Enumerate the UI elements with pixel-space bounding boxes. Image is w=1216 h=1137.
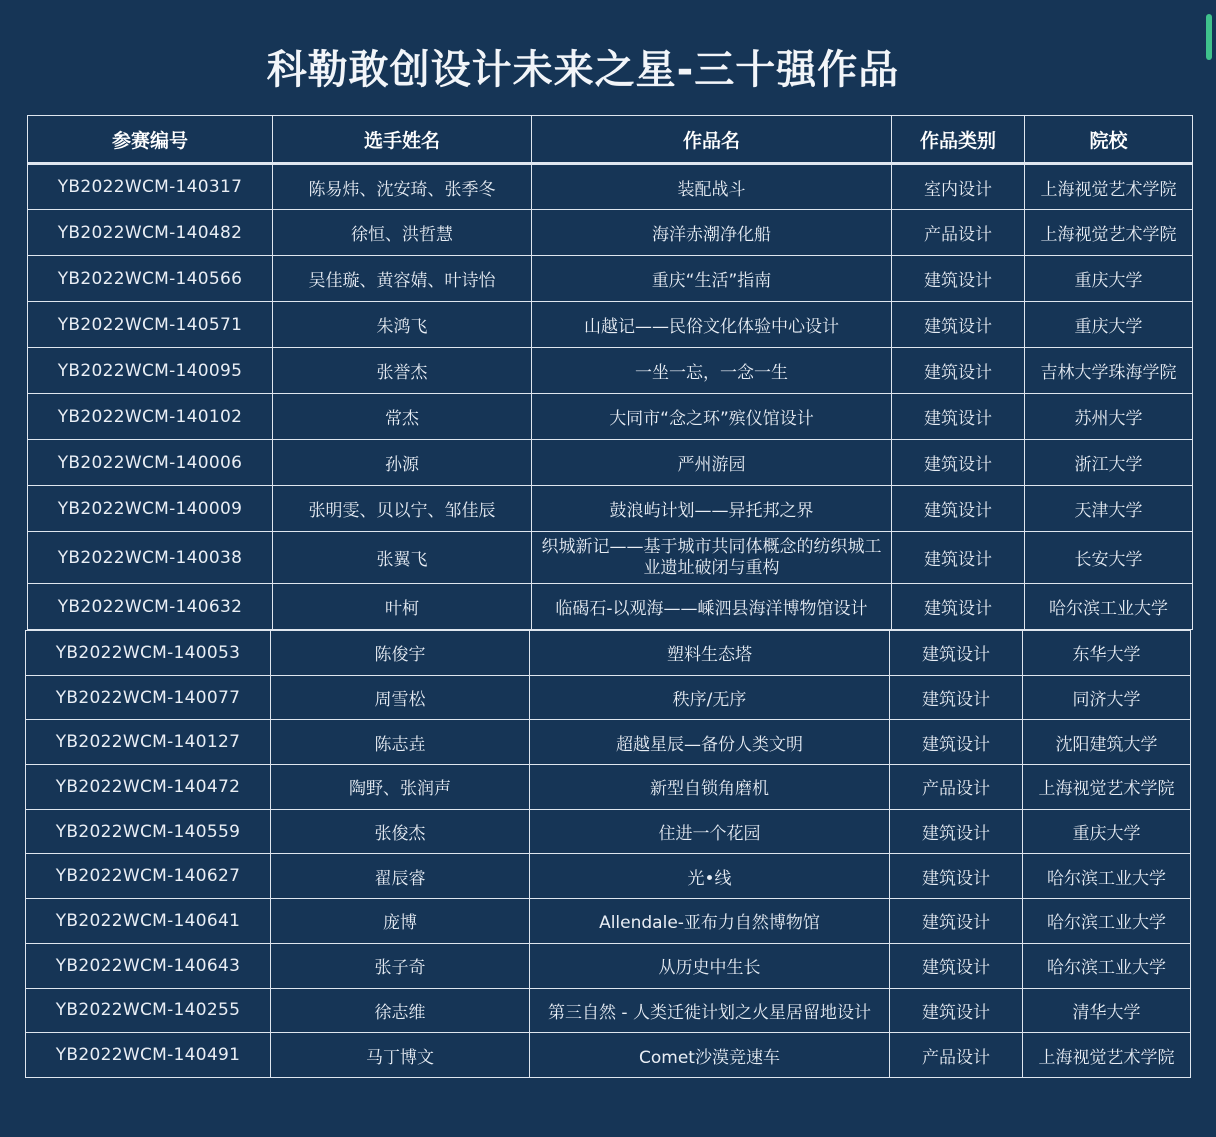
cell-code: YB2022WCM-140317 xyxy=(28,164,273,210)
cell-work: Comet沙漠竞速车 xyxy=(530,1033,890,1078)
cell-work: 临碣石-以观海——嵊泗县海洋博物馆设计 xyxy=(532,584,892,630)
cell-school: 上海视觉艺术学院 xyxy=(1025,164,1193,210)
cell-category: 建筑设计 xyxy=(890,899,1023,944)
cell-names: 常杰 xyxy=(273,394,532,440)
header-code: 参赛编号 xyxy=(28,116,273,164)
table-row xyxy=(28,210,1193,256)
cell-work: 大同市“念之环”殡仪馆设计 xyxy=(532,394,892,440)
header-work: 作品名 xyxy=(532,116,892,164)
cell-names: 叶柯 xyxy=(273,584,532,630)
table-row xyxy=(26,765,1191,810)
table-row xyxy=(26,988,1191,1033)
cell-work: 秩序/无序 xyxy=(530,675,890,720)
cell-school: 哈尔滨工业大学 xyxy=(1023,854,1191,899)
table-row xyxy=(28,486,1193,532)
cell-code: YB2022WCM-140491 xyxy=(26,1033,271,1078)
cell-names: 朱鸿飞 xyxy=(273,302,532,348)
cell-code: YB2022WCM-140571 xyxy=(28,302,273,348)
cell-category: 建筑设计 xyxy=(892,532,1025,584)
cell-code: YB2022WCM-140006 xyxy=(28,440,273,486)
cell-school: 哈尔滨工业大学 xyxy=(1025,584,1193,630)
cell-category: 建筑设计 xyxy=(890,988,1023,1033)
cell-work: 山越记——民俗文化体验中心设计 xyxy=(532,302,892,348)
cell-code: YB2022WCM-140038 xyxy=(28,532,273,584)
cell-category: 建筑设计 xyxy=(890,809,1023,854)
cell-names: 徐恒、洪哲慧 xyxy=(273,210,532,256)
cell-category: 建筑设计 xyxy=(892,440,1025,486)
cell-code: YB2022WCM-140566 xyxy=(28,256,273,302)
cell-work: 装配战斗 xyxy=(532,164,892,210)
cell-category: 产品设计 xyxy=(892,210,1025,256)
cell-names: 周雪松 xyxy=(271,675,530,720)
cell-school: 吉林大学珠海学院 xyxy=(1025,348,1193,394)
cell-code: YB2022WCM-140627 xyxy=(26,854,271,899)
cell-work: 新型自锁角磨机 xyxy=(530,765,890,810)
header-names: 选手姓名 xyxy=(273,116,532,164)
cell-code: YB2022WCM-140127 xyxy=(26,720,271,765)
table-row xyxy=(26,675,1191,720)
cell-names: 陈俊宇 xyxy=(271,631,530,676)
cell-school: 天津大学 xyxy=(1025,486,1193,532)
cell-category: 建筑设计 xyxy=(892,302,1025,348)
cell-names: 翟辰睿 xyxy=(271,854,530,899)
cell-category: 产品设计 xyxy=(890,1033,1023,1078)
cell-category: 建筑设计 xyxy=(890,854,1023,899)
cell-category: 建筑设计 xyxy=(892,348,1025,394)
cell-work: 鼓浪屿计划——异托邦之界 xyxy=(532,486,892,532)
cell-school: 苏州大学 xyxy=(1025,394,1193,440)
cell-work: 织城新记——基于城市共同体概念的纺织城工业遗址破闭与重构 xyxy=(532,532,892,584)
cell-code: YB2022WCM-140053 xyxy=(26,631,271,676)
cell-school: 上海视觉艺术学院 xyxy=(1023,765,1191,810)
header-school: 院校 xyxy=(1025,116,1193,164)
cell-code: YB2022WCM-140641 xyxy=(26,899,271,944)
cell-category: 建筑设计 xyxy=(892,486,1025,532)
cell-names: 庞博 xyxy=(271,899,530,944)
cell-category: 产品设计 xyxy=(890,765,1023,810)
header-category: 作品类别 xyxy=(892,116,1025,164)
cell-work: 塑料生态塔 xyxy=(530,631,890,676)
cell-code: YB2022WCM-140077 xyxy=(26,675,271,720)
table-row xyxy=(26,631,1191,676)
cell-category: 建筑设计 xyxy=(890,720,1023,765)
cell-category: 室内设计 xyxy=(892,164,1025,210)
cell-work: 严州游园 xyxy=(532,440,892,486)
page-title: 科勒敢创设计未来之星-三十强作品 xyxy=(266,47,900,93)
cell-school: 重庆大学 xyxy=(1025,256,1193,302)
cell-names: 张翼飞 xyxy=(273,532,532,584)
table-row xyxy=(28,164,1193,210)
cell-code: YB2022WCM-140102 xyxy=(28,394,273,440)
results-table-top xyxy=(27,115,1193,630)
cell-code: YB2022WCM-140095 xyxy=(28,348,273,394)
table-row xyxy=(28,302,1193,348)
cell-school: 浙江大学 xyxy=(1025,440,1193,486)
cell-school: 清华大学 xyxy=(1023,988,1191,1033)
table-row xyxy=(26,899,1191,944)
cell-code: YB2022WCM-140632 xyxy=(28,584,273,630)
cell-work: 超越星辰—备份人类文明 xyxy=(530,720,890,765)
cell-work: 从历史中生长 xyxy=(530,943,890,988)
cell-names: 张誉杰 xyxy=(273,348,532,394)
table-row xyxy=(28,348,1193,394)
table-row xyxy=(26,720,1191,765)
table-row xyxy=(26,1033,1191,1078)
cell-code: YB2022WCM-140472 xyxy=(26,765,271,810)
cell-names: 陶野、张润声 xyxy=(271,765,530,810)
cell-names: 陈易炜、沈安琦、张季冬 xyxy=(273,164,532,210)
cell-school: 长安大学 xyxy=(1025,532,1193,584)
table-row xyxy=(28,440,1193,486)
cell-school: 重庆大学 xyxy=(1025,302,1193,348)
cell-code: YB2022WCM-140559 xyxy=(26,809,271,854)
cell-code: YB2022WCM-140009 xyxy=(28,486,273,532)
cell-names: 徐志维 xyxy=(271,988,530,1033)
cell-school: 哈尔滨工业大学 xyxy=(1023,899,1191,944)
cell-code: YB2022WCM-140482 xyxy=(28,210,273,256)
cell-work: 重庆“生活”指南 xyxy=(532,256,892,302)
table-row xyxy=(28,584,1193,630)
cell-school: 沈阳建筑大学 xyxy=(1023,720,1191,765)
table-header-row xyxy=(28,116,1193,164)
cell-names: 吴佳璇、黄容婧、叶诗怡 xyxy=(273,256,532,302)
cell-work: 海洋赤潮净化船 xyxy=(532,210,892,256)
cell-school: 上海视觉艺术学院 xyxy=(1025,210,1193,256)
scrollbar-thumb[interactable] xyxy=(1206,14,1212,60)
results-table-bottom xyxy=(25,630,1191,1078)
table-row xyxy=(26,943,1191,988)
cell-category: 建筑设计 xyxy=(890,675,1023,720)
table-row xyxy=(28,532,1193,584)
cell-names: 张明雯、贝以宁、邹佳辰 xyxy=(273,486,532,532)
cell-names: 孙源 xyxy=(273,440,532,486)
cell-category: 建筑设计 xyxy=(890,943,1023,988)
table-row xyxy=(26,854,1191,899)
table-row xyxy=(28,256,1193,302)
cell-work: Allendale-亚布力自然博物馆 xyxy=(530,899,890,944)
cell-school: 重庆大学 xyxy=(1023,809,1191,854)
cell-work: 住进一个花园 xyxy=(530,809,890,854)
cell-work: 第三自然 - 人类迁徙计划之火星居留地设计 xyxy=(530,988,890,1033)
cell-category: 建筑设计 xyxy=(890,631,1023,676)
cell-school: 哈尔滨工业大学 xyxy=(1023,943,1191,988)
cell-code: YB2022WCM-140255 xyxy=(26,988,271,1033)
cell-category: 建筑设计 xyxy=(892,584,1025,630)
cell-code: YB2022WCM-140643 xyxy=(26,943,271,988)
cell-school: 上海视觉艺术学院 xyxy=(1023,1033,1191,1078)
cell-school: 同济大学 xyxy=(1023,675,1191,720)
cell-names: 张俊杰 xyxy=(271,809,530,854)
table-row xyxy=(26,809,1191,854)
cell-work: 一坐一忘，一念一生 xyxy=(532,348,892,394)
cell-school: 东华大学 xyxy=(1023,631,1191,676)
cell-names: 陈志垚 xyxy=(271,720,530,765)
table-row xyxy=(28,394,1193,440)
cell-names: 张子奇 xyxy=(271,943,530,988)
cell-names: 马丁博文 xyxy=(271,1033,530,1078)
cell-work: 光•线 xyxy=(530,854,890,899)
cell-category: 建筑设计 xyxy=(892,256,1025,302)
cell-category: 建筑设计 xyxy=(892,394,1025,440)
